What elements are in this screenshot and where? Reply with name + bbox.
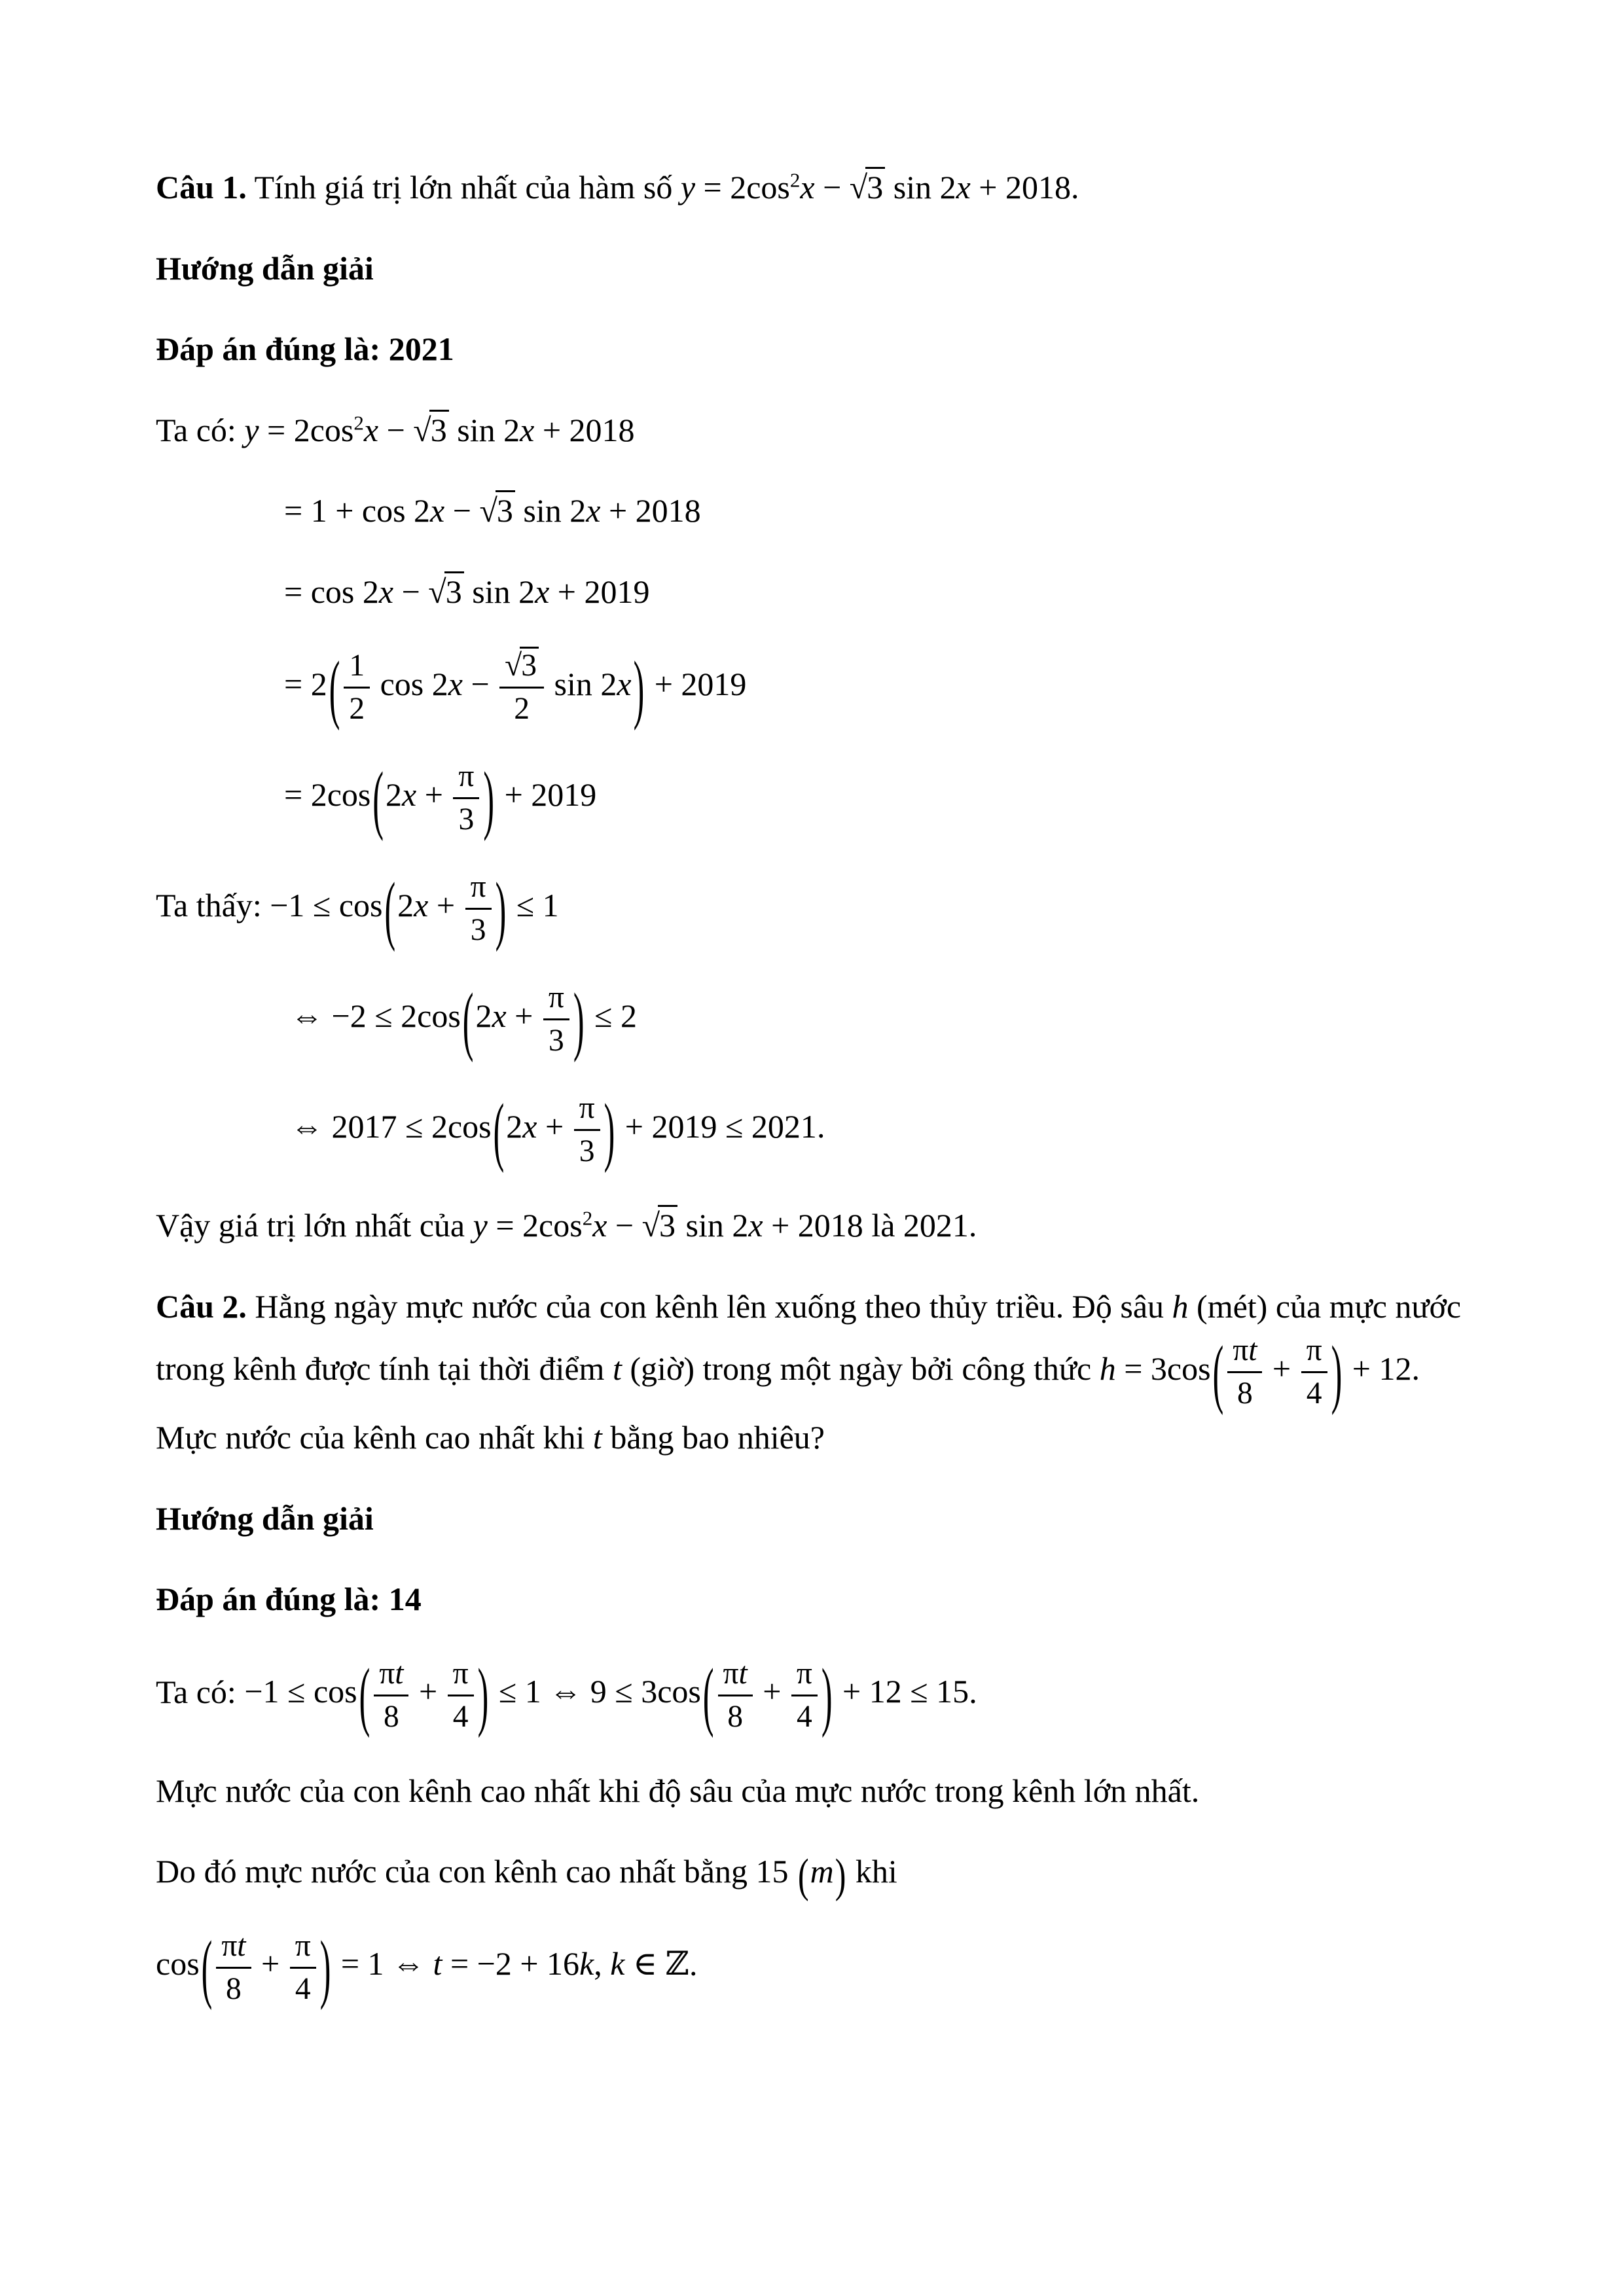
cau1-step-4: = 2cos(2x + $\frac{\pi}{3}$ ) + 2019	[284, 755, 597, 842]
cau1-step-1: = 1 + cos 2x − √ 3 sin 2x + 2018	[284, 486, 1473, 537]
cau2-solution-heading: Hướng dẫn giải	[156, 1499, 374, 1537]
cau2-line-3: Do đó mực nước của con kênh cao nhất bằng 15 (m) khi	[156, 1848, 897, 1902]
cau1-question: Câu 1. Tính giá trị lớn nhất của hàm số $y = 2\cos^2x$ − √ 3 sin 2x + 2018.	[156, 162, 1473, 213]
cau1-equiv-1: ⇔ −2 ≤ 2cos(2x + $\frac{\pi}{3}$ ) ≤ 2	[291, 976, 637, 1063]
cau1-tathay-line: Ta thấy: −1 ≤ cos(2x + $\frac{\pi}{3}$ ) ≤ 1	[156, 865, 559, 952]
cau2-taco-line: Ta có: −1 ≤ cos( $\frac{\pi t}{8}$ + $\frac{\pi}{4}$ ) ≤ 1 ⇔ 9 ≤ 3cos( $\frac{\pi t}{8}$ + $\frac{\pi}{4}$ ) + 12 ≤ 15.	[156, 1652, 977, 1738]
cau2-line-2: Mực nước của con kênh cao nhất khi độ sâu của mực nước trong kênh lớn nhất.	[156, 1772, 1200, 1809]
cau1-conclusion: Vậy giá trị lớn nhất của $y = 2\cos^2x$ − √ 3 sin 2x + 2018 là 2021.	[156, 1200, 1473, 1251]
cau2-question: Câu 2. Hằng ngày mực nước của con kênh lên xuống theo thủy triều. Độ sâu h (mét) của mực nước trong kênh được tính tại thời điểm t (giờ) trong một ngày bởi công thức h = 3cos( $\frac{\pi t}{8}$ + $\frac{\pi}{4}$ ) + 12. Mực nước của kênh cao nhất khi t bằng bao nhiêu?	[156, 1287, 1462, 1456]
cau1-equiv-2: ⇔ 2017 ≤ 2cos(2x + $\frac{\pi}{3}$ ) + 2019 ≤ 2021.	[291, 1086, 825, 1174]
cau1-answer: Đáp án đúng là: 2021	[156, 331, 454, 367]
cau2-answer: Đáp án đúng là: 14	[156, 1581, 422, 1617]
cau1-taco-line: Ta có: $y = 2\cos^2x$ − √ 3 sin 2x + 2018	[156, 405, 1473, 456]
cau2-line-4: cos( $\frac{\pi t}{8}$ + $\frac{\pi}{4}$ ) = 1 ⇔ t = −2 + 16k, k ∈ ℤ.	[156, 1924, 698, 2011]
cau1-step-2: = cos 2x − √ 3 sin 2x + 2019	[284, 567, 1473, 618]
cau1-step-3: = 2( $\frac{1}{2}$ cos 2x − √ $\frac{3}{2}$ sin 2x) + 2019	[284, 647, 1473, 728]
cau1-solution-heading: Hướng dẫn giải	[156, 249, 374, 287]
